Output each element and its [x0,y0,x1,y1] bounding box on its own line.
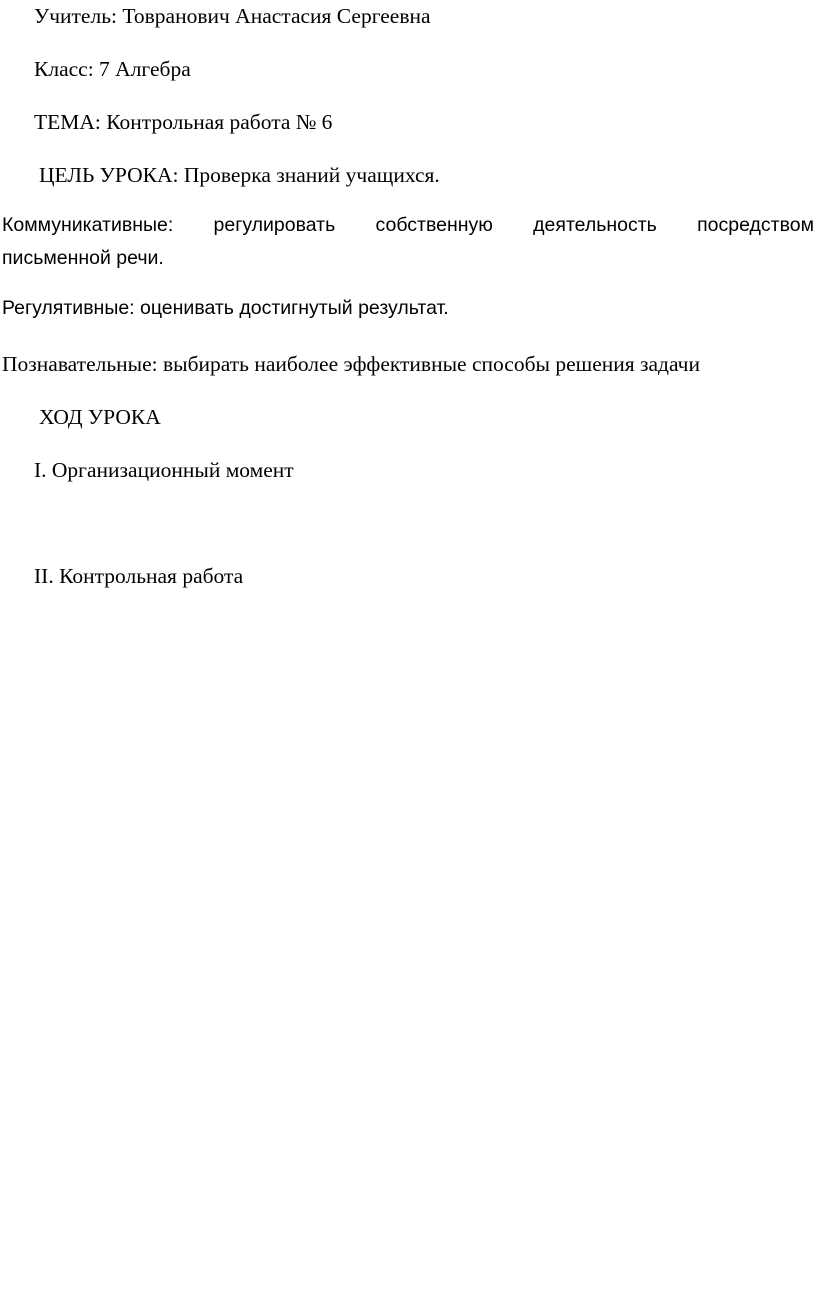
communicative-line-2: письменной речи. [2,246,164,269]
step-1-organizational: I. Организационный момент [34,458,294,482]
lesson-flow-heading: ХОД УРОКА [39,405,161,429]
step-2-test: II. Контрольная работа [34,564,244,588]
topic-line: ТЕМА: Контрольная работа № 6 [34,110,333,134]
teacher-line: Учитель: Товранович Анастасия Сергеевна [34,4,431,28]
lesson-goal-line: ЦЕЛЬ УРОКА: Проверка знаний учащихся. [39,163,440,187]
regulative-line: Регулятивные: оценивать достигнутый результат. [2,297,449,319]
communicative-paragraph [2,216,814,268]
cognitive-line: Познавательные: выбирать наиболее эффективные способы решения задачи [2,352,700,376]
class-line: Класс: 7 Алгебра [34,57,191,81]
communicative-line-1: Коммуникативные: регулировать собственную деятельность посредством [2,214,814,236]
